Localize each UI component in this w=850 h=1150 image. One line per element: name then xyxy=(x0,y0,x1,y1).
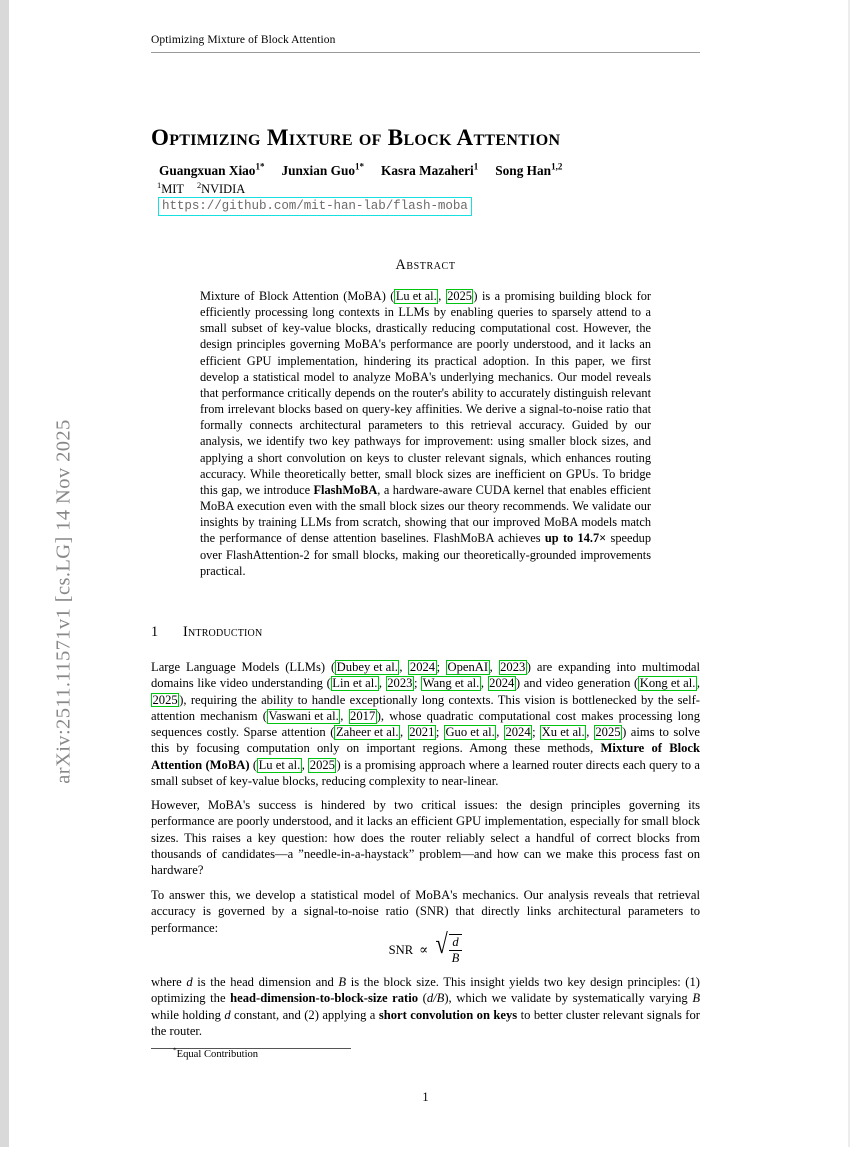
emphasis-bold: FlashMoBA xyxy=(313,482,378,497)
citation-link[interactable]: 2024 xyxy=(409,660,436,674)
citation-link[interactable]: 2024 xyxy=(489,676,515,691)
citation-link[interactable]: 2017 xyxy=(350,708,376,723)
running-head: Optimizing Mixture of Block Attention xyxy=(151,34,336,46)
arxiv-identifier-stamp: arXiv:2511.11571v1 [cs.LG] 14 Nov 2025 xyxy=(52,419,75,784)
abstract-body: Mixture of Block Attention (MoBA) ( Lu et al. , 2025 ) is a promising building block for efficiently processing long contexts in LLMs by enabling queries to sparsely attend to a small subset of key-value blocks, drastically reducing computational cost. However, the design principles governing MoBA's performance are poorly understood, and it lacks an efficient GPU implementation, hindering its practical adoption. In this paper, we first develop a statistical model to analyze MoBA's underlying mechanics. Our model reveals that performance critically depends on the router's ability to accurately distinguish relevant from irrelevant blocks based on query-key affinities. We derive a signal-to-noise ratio that formally connects architectural parameters to this retrieval accuracy. Guided by our analysis, we identify two key pathways for improvement: using smaller block sizes, and applying a short convolution on keys to cluster relevant signals, which enhances routing accuracy. While theoretically better, small block sizes are inefficient on GPUs. To bridge this gap, we introduce FlashMoBA, a hardware-aware CUDA kernel that enables efficient MoBA execution even with the small block sizes our theory recommends. We validate our insights by training LLMs from scratch, showing that our improved MoBA models match the performance of dense attention baselines. FlashMoBA achieves up to 14.7× speedup over FlashAttention-2 for small blocks, making our theoretically-grounded improvements practical. xyxy=(200,289,651,578)
math-symbol: d xyxy=(186,975,193,989)
fraction-denominator: B xyxy=(451,951,460,966)
fraction-numerator: d xyxy=(449,935,461,951)
abstract-heading: Abstract xyxy=(395,257,456,273)
citation-link[interactable]: Lin et al. xyxy=(332,676,378,691)
author-name: Guangxuan Xiao$^{1*}$ xyxy=(159,161,265,178)
snr-display-equation xyxy=(151,929,700,967)
citation-link[interactable]: 2025 xyxy=(447,289,472,303)
affiliation-entry: $^1$MIT xyxy=(157,179,184,196)
math-symbol: d xyxy=(224,1007,231,1022)
project-repository-link[interactable]: https://github.com/mit-han-lab/flash-moba xyxy=(158,197,472,216)
author-affiliation-marker: 1,2 xyxy=(551,161,563,172)
affiliation-entry: $^2$NVIDIA xyxy=(196,179,246,196)
emphasis-bold: short convolution on keys xyxy=(378,1007,518,1022)
intro-paragraph-1: Large Language Models (LLMs) ( Dubey et al. , 2024 ; OpenAI , 2023 ) are expanding into multimodal domains like video understanding ( Lin et al. , 2023 ; Wang et al. , 2024 ) and video generation ( Kong et al. , 2025 ), requiring the ability to handle exceptionally long contexts. This vision is bottlenecked by the self-attention mechanism ( Vaswani et al. , 2017 ), whose quadratic computational cost makes processing long sequences costly. Sparse attention ( Zaheer et al. , 2021 ; Guo et al. , 2024 ; Xu et al. , 2025 ) aims to solve this by focusing computation only on important regions. Among these methods, Mixture of Block Attention (MoBA) ( Lu et al. , 2025 ) is a promising approach where a learned router directs each query to a small subset of key-value blocks, reducing complexity to near-linear. xyxy=(151,660,701,789)
math-symbol: B xyxy=(338,975,347,989)
page-edge-left-inner-strip xyxy=(9,0,11,1150)
fraction-d-over-B xyxy=(449,934,463,967)
footnote-equal-contribution xyxy=(173,1046,259,1060)
section-number: 1 xyxy=(151,624,159,640)
section-heading-introduction xyxy=(151,624,700,641)
citation-link[interactable]: 2025 xyxy=(309,757,335,772)
citation-link[interactable]: Lu et al. xyxy=(395,289,437,303)
footnote-text: Equal Contribution xyxy=(176,1049,259,1060)
citation-link[interactable]: Dubey et al. xyxy=(336,660,398,674)
citation-link[interactable]: Kong et al. xyxy=(639,676,696,691)
intro-paragraph-4: where d is the head dimension and B is the block size. This insight yields two key design principles: (1) optimizing the head-dimension-to-block-size ratio (d/B), which we validate by systematically varying B while holding d constant, and (2) applying a short convolution on keys to better cluster relevant signals for the router. xyxy=(151,975,701,1038)
emphasis-bold: Mixture of Block Attention (MoBA) xyxy=(151,741,700,772)
citation-link[interactable]: Guo et al. xyxy=(445,725,495,740)
author-affiliation-marker: 1* xyxy=(255,161,265,172)
author-affiliation-marker: 1* xyxy=(355,161,365,172)
intro-paragraph-3: To answer this, we develop a statistical model of MoBA's mechanics. Our analysis reveals that retrieval accuracy is governed by a signal-to-noise ratio (SNR) that directly links architectural parameters to performance: xyxy=(151,888,700,935)
affiliation-list xyxy=(157,179,557,197)
author-name: Song Han$^{1,2}$ xyxy=(495,161,563,178)
paper-page xyxy=(151,0,700,1150)
citation-link[interactable]: 2023 xyxy=(500,660,526,674)
citation-link[interactable]: 2021 xyxy=(409,725,435,740)
citation-link[interactable]: 2023 xyxy=(387,676,413,691)
author-name: Kasra Mazaheri$^1$ xyxy=(381,161,479,178)
math-symbol: B xyxy=(692,991,701,1006)
citation-link[interactable]: Zaheer et al. xyxy=(335,725,399,740)
citation-link[interactable]: OpenAI xyxy=(447,660,489,674)
citation-link[interactable]: Wang et al. xyxy=(422,676,480,691)
running-head-rule xyxy=(151,52,700,53)
citation-link[interactable]: Xu et al. xyxy=(541,725,585,740)
citation-link[interactable]: Vaswani et al. xyxy=(268,708,339,723)
author-name: Junxian Guo$^{1*}$ xyxy=(281,161,365,178)
page-edge-left-strip xyxy=(0,0,9,1150)
author-list xyxy=(159,163,719,179)
equation-lhs: SNR xyxy=(388,942,414,957)
radical-icon: √ xyxy=(435,929,449,960)
citation-link[interactable]: Lu et al. xyxy=(258,757,301,772)
author-affiliation-marker: 1 xyxy=(473,161,479,172)
citation-link[interactable]: 2025 xyxy=(152,692,178,707)
citation-link[interactable]: 2024 xyxy=(505,725,531,740)
page-title: Optimizing Mixture of Block Attention xyxy=(151,125,561,151)
citation-link[interactable]: 2025 xyxy=(595,725,621,740)
affiliation-marker: 1 xyxy=(157,179,162,190)
section-title: Introduction xyxy=(183,624,263,640)
equation-operator: ∝ xyxy=(419,942,429,958)
square-root-expression xyxy=(434,929,462,967)
emphasis-bold: up to 14.7× xyxy=(544,531,607,546)
page-number: 1 xyxy=(422,1090,429,1104)
emphasis-bold: head-dimension-to-block-size ratio xyxy=(230,991,419,1006)
footnote-marker: * xyxy=(173,1046,177,1055)
math-symbol: d/B xyxy=(426,991,445,1006)
intro-paragraph-2: However, MoBA's success is hindered by two critical issues: the design principles governing its performance are poorly understood, and it lacks an efficient GPU implementation, especially for small block sizes. This raises a key question: how does the router reliably select a handful of correct blocks from thousands of candidates—a ”needle-in-a-haystack” problem—and how can we make this process fast on hardware? xyxy=(151,798,700,878)
affiliation-marker: 2 xyxy=(196,179,202,190)
